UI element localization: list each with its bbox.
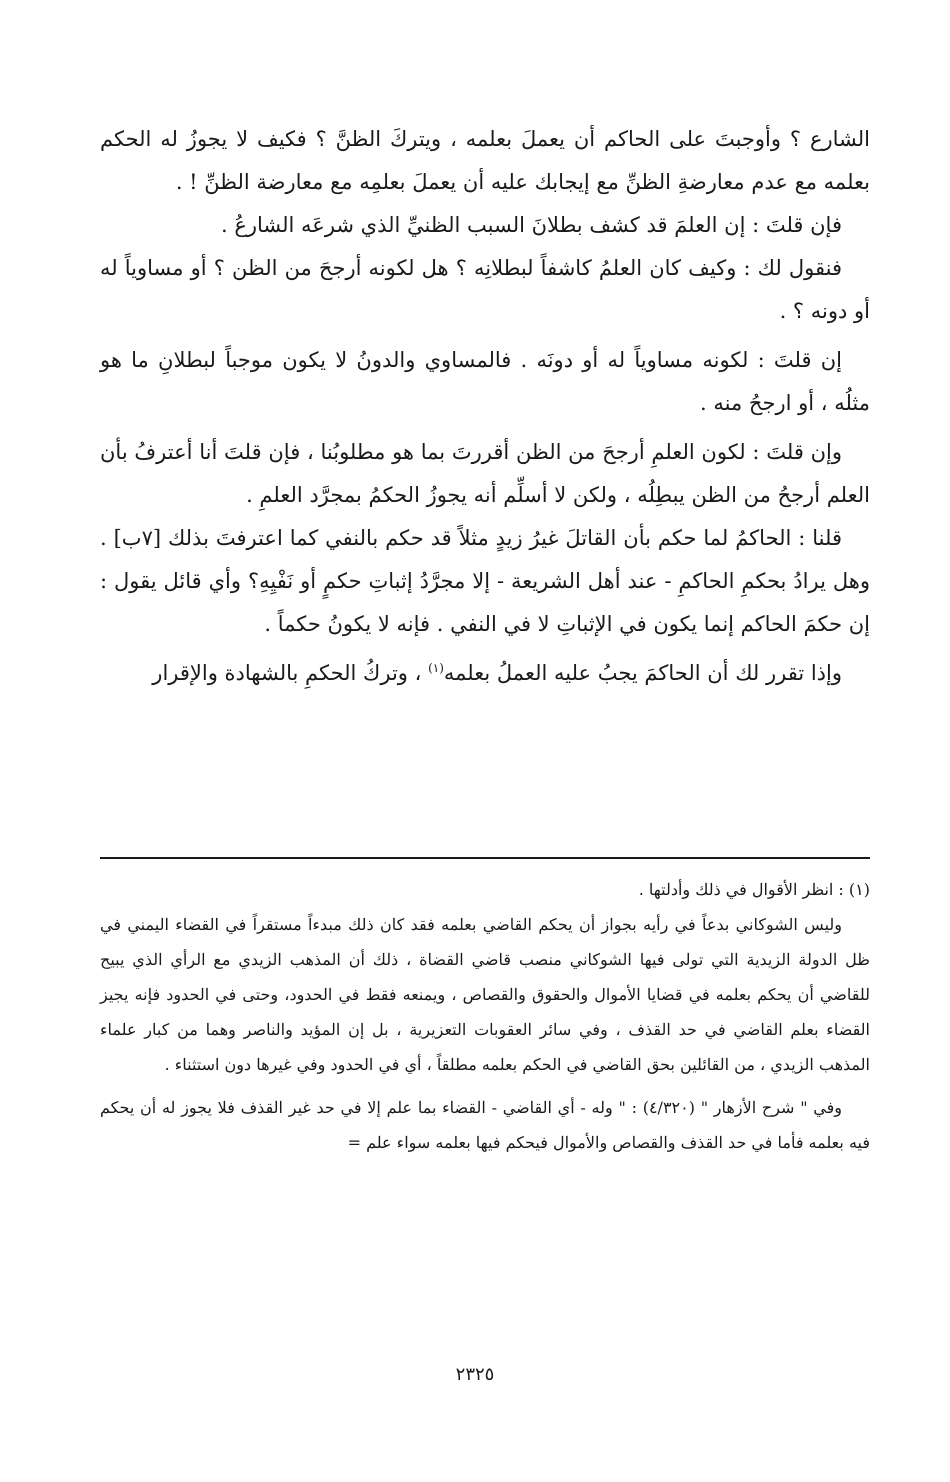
page-number: ٢٣٢٥ [455,1364,495,1385]
footnote-1-continued: وفي " شرح الأزهار " (٤/٣٢٠) : " وله - أي القاضي - القضاء بما علم إلا في حد غير القذف فلا يجوز له أن يحكم فيه بعلمه فأما في حد القذف والقصاص والأموال فيحكم فيها بعلمه سواء علم = [100,1098,870,1152]
footnote-reference: (١) [428,661,444,675]
footnote-1-body: وليس الشوكاني بدعاً في رأيه بجواز أن يحكم القاضي بعلمه فقد كان ذلك مبدءاً مستقراً في القضاء اليمني في ظل الدولة الزيدية التي تولى فيها الشوكاني منصب قاضي القضاة ، ذلك أن المذهب الزيدي مع الرأي الذي يبيح للقاضي أن يحكم بعلمه في قضايا الأموال والحقوق والقصاص ، ويمنعه فقط في الحدود، وحتى في الحدود فإنه يجيز القضاء بعلم القاضي في حد القذف ، وفي سائر العقوبات التعزيرية ، بل إن المؤيد والناصر وهما من كبار علماء المذهب الزيدي ، من القائلين بحق القاضي في الحكم بعلمه مطلقاً ، أي في الحدود وفي غيرها دون استثناء . [100,915,871,1074]
paragraph-7-part-b: ، وتركُ الحكمِ بالشهادة والإقرار [152,661,429,685]
paragraph-2: فإن قلتَ : إن العلمَ قد كشف بطلانَ السبب الظنيِّ الذي شرعَه الشارعُ . [220,213,842,237]
paragraph-7-part-a: وإذا تقرر لك أن الحاكمَ يجبُ عليه العملُ بعلمه [443,661,842,685]
paragraph-4: إن قلتَ : لكونه مساوياً له أو دونَه . فالمساوي والدونُ لا يكون موجباً لبطلانِ ما هو مثلُه ، أو ارجحُ منه . [100,348,870,415]
footnote-1-header: (١) : انظر الأقوال في ذلك وأدلتها . [638,880,870,899]
paragraph-7 [100,652,870,695]
footnotes-section [100,872,870,1160]
paragraph-6: قلنا : الحاكمُ لما حكم بأن القاتلَ غيرُ زيدٍ مثلاً قد حكم بالنفي كما اعترفتَ بذلك [٧ب] . وهل يرادُ بحكمِ الحاكمِ - عند أهل الشريعة - إلا مجرَّدُ إثباتِ حكمٍ أو نَفْيِهِ؟ وأي قائل يقول : إن حكمَ الحاكم إنما يكون في الإثباتِ لا في النفي . فإنه لا يكونُ حكماً . [100,526,870,636]
main-text-body [100,118,870,695]
footnote-divider [100,857,870,859]
paragraph-5: وإن قلتَ : لكون العلمِ أرجحَ من الظن أقررتَ بما هو مطلوبُنا ، فإن قلتَ أنا أعترفُ بأن العلم أرجحُ من الظن يبطِلُه ، ولكن لا أسلِّم أنه يجوزُ الحكمُ بمجرَّد العلمِ . [100,440,870,507]
paragraph-3: فنقول لك : وكيف كان العلمُ كاشفاً لبطلانِه ؟ هل لكونه أرجحَ من الظن ؟ أو مساوياً له أو دونه ؟ . [100,256,870,323]
paragraph-1: الشارع ؟ وأوجبتَ على الحاكم أن يعملَ بعلمه ، ويتركَ الظنَّ ؟ فكيف لا يجوزُ له الحكم بعلمه مع عدم معارضةِ الظنِّ مع إيجابك عليه أن يعملَ بعلمِه مع معارضة الظنِّ ! . [100,127,870,194]
